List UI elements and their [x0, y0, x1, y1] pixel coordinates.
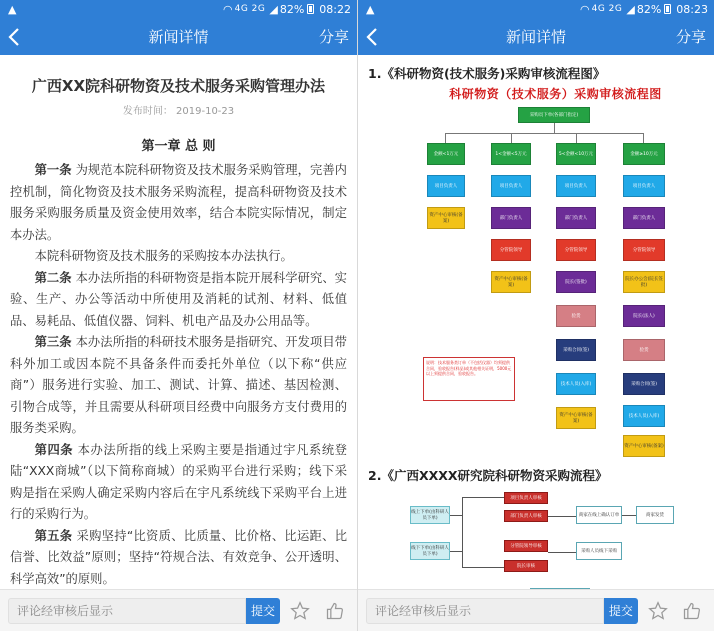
flow-node: 院长(法人) [623, 305, 665, 327]
flow-node: 技术人员(入库) [623, 405, 665, 427]
signal-icon: ◢ [626, 2, 635, 16]
flow-node: 分管院领导 [623, 239, 665, 261]
article-content[interactable] [358, 55, 714, 589]
flow-node: 项目负责人 [556, 175, 596, 197]
wifi-icon: ◠ [580, 2, 590, 16]
flow-node: 5<金额<10万元 [556, 143, 596, 165]
section-heading: 1.《科研物资(技术服务)采购审核流程图》 [368, 66, 606, 81]
flow-node: 分管院领导 [556, 239, 596, 261]
network-label: 4G 2G [591, 4, 623, 14]
flow-node: 院长办公会(院长签批) [623, 271, 665, 293]
status-bar [358, 0, 714, 18]
back-button[interactable] [0, 18, 28, 55]
star-icon[interactable] [286, 596, 314, 626]
warning-icon: ▲ [366, 2, 375, 16]
flow-node: 验货 [623, 339, 665, 361]
comment-bar [358, 589, 714, 631]
article-paragraph: 第五条 采购坚持“比资质、比质量、比价格、比运距、比信誉、比效益”原则；坚持“符规合法、有效竞争、公开透明、科学高效”的原则。 [10, 528, 347, 586]
article-paragraph: 第一条 为规范本院科研物资及技术服务采购管理，完善内控机制，简化物资及技术服务采购流程，提高科研物资及技术服务采购服务质量及资金使用效率，结合本院实际情况，制定本办法。 [10, 163, 347, 242]
flowchart-title: 科研物资（技术服务）采购审核流程图 [449, 87, 662, 101]
comment-input[interactable]: 评论经审核后显示 [366, 598, 604, 624]
article-paragraph: 第二条 本办法所指的科研物资是指本院开展科学研究、实验、生产、办公等活动中所使用及消耗的试剂、材料、低值品、易耗品、低值仪器、饲料、机电产品及办公用品等。 [10, 270, 347, 328]
flow-node: 资产中心审核(备案) [623, 435, 665, 457]
warning-icon: ▲ [8, 2, 17, 16]
nav-bar [358, 18, 714, 55]
flow-node: 线上下单(由科研人员下单) [410, 506, 450, 524]
like-icon[interactable] [678, 596, 706, 626]
section-heading: 2.《广西XXXX研究院科研物资采购流程》 [368, 468, 608, 483]
signal-icon: ◢ [269, 2, 278, 16]
battery-icon [664, 4, 671, 14]
chapter-heading: 第一章 总 则 [141, 139, 216, 154]
flow-node: 采购员下单(各部门指定) [518, 107, 590, 123]
flowchart-note: 说明：技术服务类订单（不包括仪器）均须提供合同，验收报告(样品)或其他相关证明，5000元以上须提供合同，验收报告。 [423, 357, 515, 401]
phone-right [357, 0, 714, 631]
flow-node: 采购合同(签) [623, 373, 665, 395]
nav-title: 新闻详情 [148, 28, 209, 46]
battery-icon [307, 4, 314, 14]
flow-node: 部门负责人 [556, 207, 596, 229]
flow-node: 1<金额<5万元 [491, 143, 531, 165]
battery-percent: 82% [636, 2, 662, 16]
article-date: 发布时间： 2019-10-23 [122, 106, 235, 117]
flowchart-procurement-review [423, 85, 688, 460]
wifi-icon: ◠ [223, 2, 233, 16]
flow-node: 资产中心审核(备案) [556, 407, 596, 429]
clock: 08:23 [676, 2, 708, 16]
flow-node: 分管院领导审核 [504, 540, 548, 552]
flow-node: 商家发货 [636, 506, 674, 524]
star-icon[interactable] [644, 596, 672, 626]
nav-title: 新闻详情 [505, 28, 566, 46]
article-paragraph: 第四条 本办法所指的线上采购主要是指通过宇凡系统登陆“XXX商城”（以下简称商城）的采购平台进行采购；线下采购是指在采购人确定采购内容后在宇凡系统线下采购平台上进行的采购行为。 [10, 442, 347, 521]
chevron-left-icon [8, 27, 20, 47]
back-button[interactable] [358, 18, 386, 55]
flow-node: 院长(签批) [556, 271, 596, 293]
flow-node: 项目负责人 [623, 175, 665, 197]
flow-node: 商家在线上确认订单 [576, 506, 622, 524]
flow-node: 项目负责人审核 [504, 492, 548, 504]
flow-node: 项目负责人 [427, 175, 465, 197]
submit-button[interactable]: 提交 [246, 598, 280, 624]
article-content[interactable] [0, 55, 357, 589]
flow-node: 金额<1万元 [427, 143, 465, 165]
comment-bar [0, 589, 357, 631]
flow-node: 金额≥10万元 [623, 143, 665, 165]
flow-node: 分管院领导 [491, 239, 531, 261]
flow-node: 部门负责人 [623, 207, 665, 229]
like-icon[interactable] [321, 596, 349, 626]
flow-node: 采购合同(签) [556, 339, 596, 361]
flow-node: 技术人员(入库) [556, 373, 596, 395]
flow-node: 部门负责人 [491, 207, 531, 229]
flow-node: 资产中心审核(备案) [491, 271, 531, 293]
share-button[interactable]: 分享 [675, 28, 706, 46]
comment-input[interactable]: 评论经审核后显示 [8, 598, 246, 624]
flow-node: 部门负责人审核 [504, 510, 548, 522]
status-bar [0, 0, 357, 18]
submit-button[interactable]: 提交 [604, 598, 638, 624]
share-button[interactable]: 分享 [318, 28, 349, 46]
battery-percent: 82% [279, 2, 305, 16]
nav-bar [0, 18, 357, 55]
clock: 08:22 [319, 2, 351, 16]
flow-node: 采购人员线下采购 [576, 542, 622, 560]
flow-node: 院长审核 [504, 560, 548, 572]
chevron-left-icon [366, 27, 378, 47]
article-title: 广西XX院科研物资及技术服务采购管理办法 [31, 77, 326, 95]
flow-node: 线下下单(由科研人员下单) [410, 542, 450, 560]
flow-node: 验货 [556, 305, 596, 327]
article-paragraph: 本院科研物资及技术服务的采购按本办法执行。 [34, 249, 293, 263]
network-label: 4G 2G [234, 4, 266, 14]
article-paragraph: 第三条 本办法所指的科研技术服务是指研究、开发项目带科外加工或因本院不具备条件而委托外单位（以下称“供应商”）服务进行实验、加工、测试、计算、描述、基因检测、引物合成等，并且需要从科研项目经费中向服务方支付费用的服务类采购。 [10, 335, 347, 435]
flow-node: 项目负责人 [491, 175, 531, 197]
flow-node: 资产中心审核(备案) [427, 207, 465, 229]
